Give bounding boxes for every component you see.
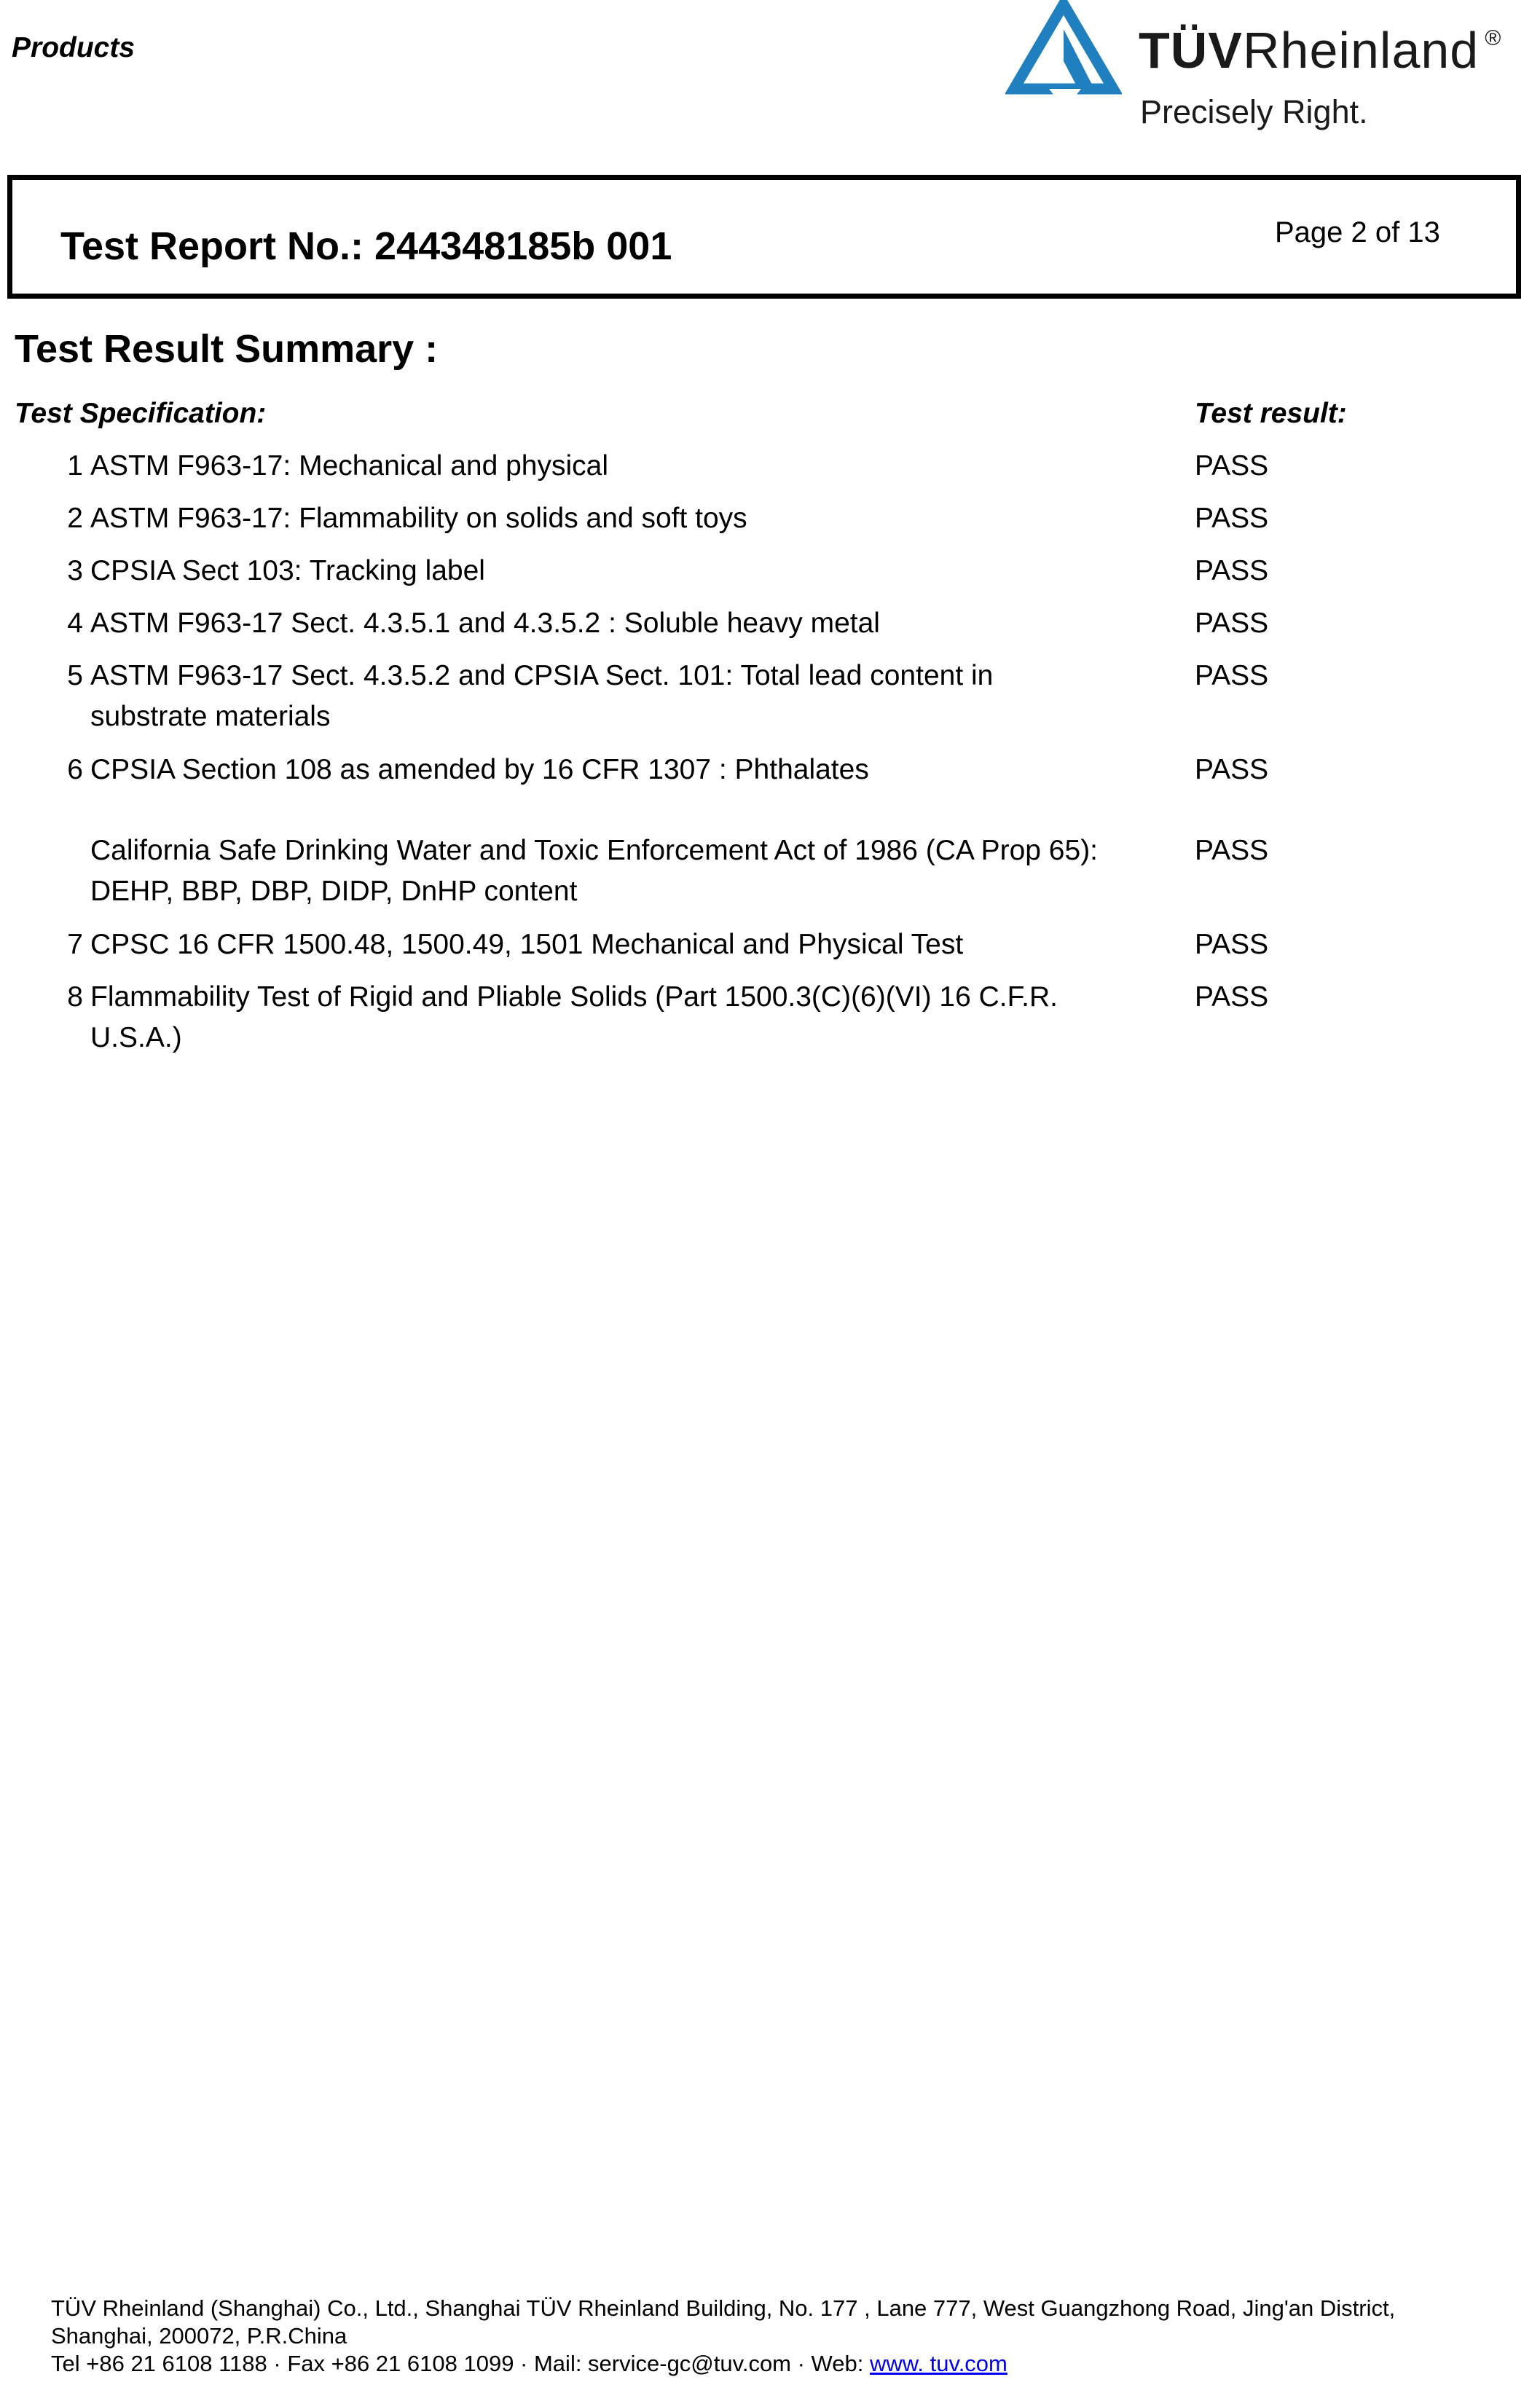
footer-contact-line (51, 2350, 1395, 2378)
column-header-specification: Test Specification: (15, 398, 267, 429)
tuv-rheinland-logo (1005, 0, 1530, 135)
logo-tagline: Precisely Right. (1140, 93, 1368, 130)
spec-line: CPSIA Section 108 as amended by 16 CFR 1307 : Phthalates (90, 754, 869, 785)
row-result: PASS (1195, 660, 1269, 691)
spec-line: U.S.A.) (90, 1022, 182, 1053)
row-result: PASS (1195, 555, 1269, 586)
row-specification (90, 498, 1183, 539)
footer-city-line: Shanghai, 200072, P.R.China (51, 2323, 347, 2349)
spec-line: CPSIA Sect 103: Tracking label (90, 555, 485, 586)
row-number: 6 (67, 754, 83, 785)
page-number: Page 2 of 13 (1275, 216, 1440, 248)
row-specification (90, 446, 1183, 487)
row-specification (90, 977, 1183, 1058)
triangle-logo-icon (1005, 0, 1122, 102)
row-result: PASS (1195, 503, 1269, 534)
spec-line: ASTM F963-17 Sect. 4.3.5.1 and 4.3.5.2 : Soluble heavy metal (90, 608, 880, 639)
spec-line: CPSC 16 CFR 1500.48, 1500.49, 1501 Mechanical and Physical Test (90, 929, 964, 960)
header-label: Products (12, 32, 135, 63)
row-result: PASS (1195, 608, 1269, 639)
registered-mark: ® (1485, 26, 1502, 50)
row-result: PASS (1195, 929, 1269, 960)
logo-brand-bold: TÜV (1139, 22, 1243, 79)
logo-brand-regular: Rheinland (1243, 22, 1480, 79)
spec-line: DEHP, BBP, DBP, DIDP, DnHP content (90, 876, 578, 907)
row-number: 4 (67, 608, 83, 639)
row-number: 3 (67, 555, 83, 586)
spec-line: Flammability Test of Rigid and Pliable Solids (Part 1500.3(C)(6)(VI) 16 C.F.R. (90, 981, 1058, 1013)
spec-line: ASTM F963-17: Mechanical and physical (90, 450, 609, 482)
row-number: 8 (67, 981, 83, 1013)
row-specification (90, 656, 1183, 737)
spec-line: substrate materials (90, 701, 331, 732)
spec-line: California Safe Drinking Water and Toxic Enforcement Act of 1986 (CA Prop 65): (90, 835, 1099, 866)
row-result: PASS (1195, 981, 1269, 1013)
row-specification (90, 750, 1183, 790)
report-header-box (7, 175, 1521, 299)
row-specification (90, 924, 1183, 965)
row-number: 1 (67, 450, 83, 482)
row-result: PASS (1195, 754, 1269, 785)
column-header-result: Test result: (1195, 398, 1347, 429)
footer (51, 2295, 1395, 2378)
row-number: 2 (67, 503, 83, 534)
row-number: 5 (67, 660, 83, 691)
row-specification (90, 551, 1183, 592)
row-result: PASS (1195, 450, 1269, 482)
footer-web-link[interactable]: www. tuv.com (869, 2351, 1007, 2376)
row-specification (90, 603, 1183, 644)
report-title: Test Report No.: 244348185b 001 (60, 224, 672, 268)
row-number: 7 (67, 929, 83, 960)
spec-line: ASTM F963-17 Sect. 4.3.5.2 and CPSIA Sect. 101: Total lead content in (90, 660, 994, 691)
row-specification (90, 830, 1183, 912)
footer-contact-text: Tel +86 21 6108 1188 · Fax +86 21 6108 1099 · Mail: service-gc@tuv.com · Web: (51, 2351, 870, 2376)
summary-title: Test Result Summary : (15, 327, 439, 371)
row-result: PASS (1195, 835, 1269, 866)
footer-address-line: TÜV Rheinland (Shanghai) Co., Ltd., Shanghai TÜV Rheinland Building, No. 177 , Lane 777, West Guangzhong Road, Jing'an District, (51, 2295, 1396, 2321)
spec-line: ASTM F963-17: Flammability on solids and soft toys (90, 503, 747, 534)
logo-wordmark (1139, 22, 1502, 79)
